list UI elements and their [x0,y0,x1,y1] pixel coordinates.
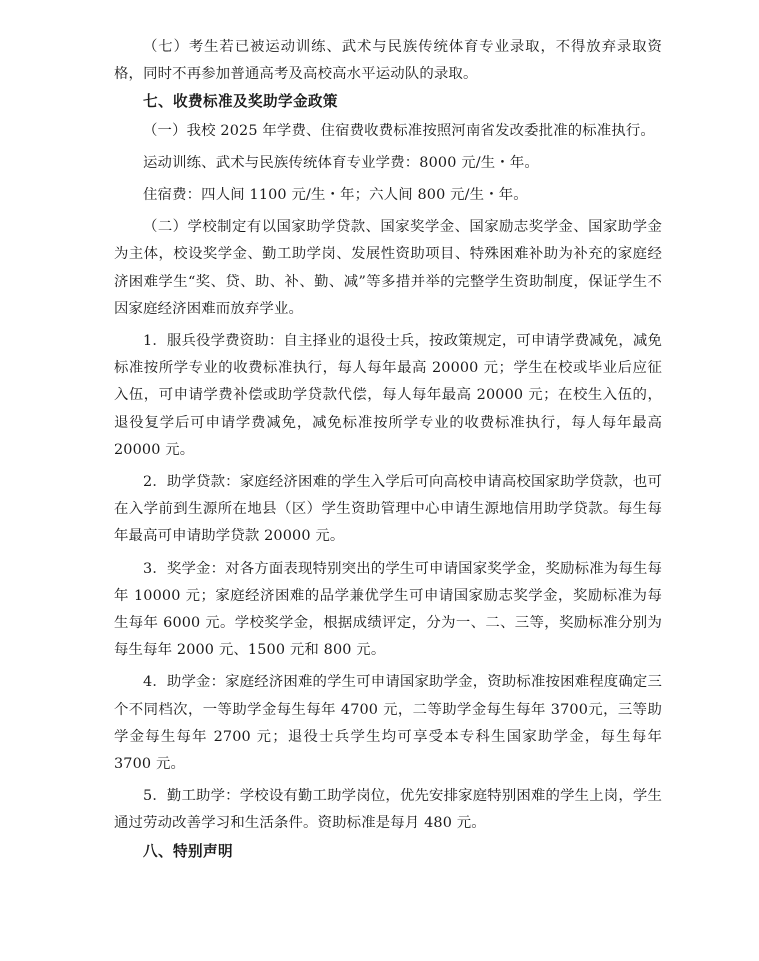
paragraph-accommodation: 住宿费：四人间 1100 元/生・年；六人间 800 元/生・年。 [143,187,528,204]
document-page [114,30,662,865]
paragraph-work-study: 5．勤工助学：学校设有勤工助学岗位，优先安排家庭特别困难的学生上岗，学生通过劳动改善学习和生活条件。资助标准是每月 480 元。 [114,788,662,832]
paragraph-grant: 4．助学金：家庭经济困难的学生可申请国家助学金，资助标准按困难程度确定三个不同档次，一等助学金每生每年 4700 元，二等助学金每生每年 3700元，三等助学金每生每年 2700 元；退役士兵学生均可享受本专科生国家助学金，每生每年 3700 元。 [114,674,662,773]
paragraph-tuition: 运动训练、武术与民族传统体育专业学费：8000 元/生・年。 [143,154,539,171]
section-heading-fees-and-aid: 七、收费标准及奖助学金政策 [143,93,338,111]
paragraph-aid-system: （二）学校制定有以国家助学贷款、国家奖学金、国家励志奖学金、国家助学金为主体，校设奖学金、勤工助学岗、发展性资助项目、特殊困难补助为补充的家庭经济困难学生“奖、贷、助、补、勤、减”等多措并举的完整学生资助制度，保证学生不因家庭经济困难而放弃学业。 [114,219,662,317]
paragraph-scholarship: 3．奖学金：对各方面表现特别突出的学生可申请国家奖学金，奖励标准为每生每年 10000 元；家庭经济困难的品学兼优学生可申请国家励志奖学金，奖励标准为每生每年 6000 元。学校奖学金，根据成绩评定，分为一、二、三等，奖励标准分别为每生每年 2000 元、1500 元和 800 元。 [114,560,662,659]
paragraph-7-7-admission-rule: （七）考生若已被运动训练、武术与民族传统体育专业录取，不得放弃录取资格，同时不再参加普通高考及高校高水平运动队的录取。 [114,39,662,83]
paragraph-student-loan: 2．助学贷款：家庭经济困难的学生入学后可向高校申请高校国家助学贷款，也可在入学前到生源所在地县（区）学生资助管理中心申请生源地信用助学贷款。每生每年最高可申请助学贷款 20000 元。 [114,474,662,545]
paragraph-fee-standard: （一）我校 2025 年学费、住宿费收费标准按照河南省发改委批准的标准执行。 [143,122,655,139]
paragraph-military-service-aid: 1．服兵役学费资助：自主择业的退役士兵，按政策规定，可申请学费减免，减免标准按所学专业的收费标准执行，每人每年最高 20000 元；学生在校或毕业后应征入伍，可申请学费补偿或助学贷款代偿，每人每年最高 20000 元；在校生入伍的，退役复学后可申请学费减免，减免标准按所学专业的收费标准执行，每人每年最高 20000 元。 [114,333,662,458]
section-heading-special-statement: 八、特别声明 [143,842,233,860]
